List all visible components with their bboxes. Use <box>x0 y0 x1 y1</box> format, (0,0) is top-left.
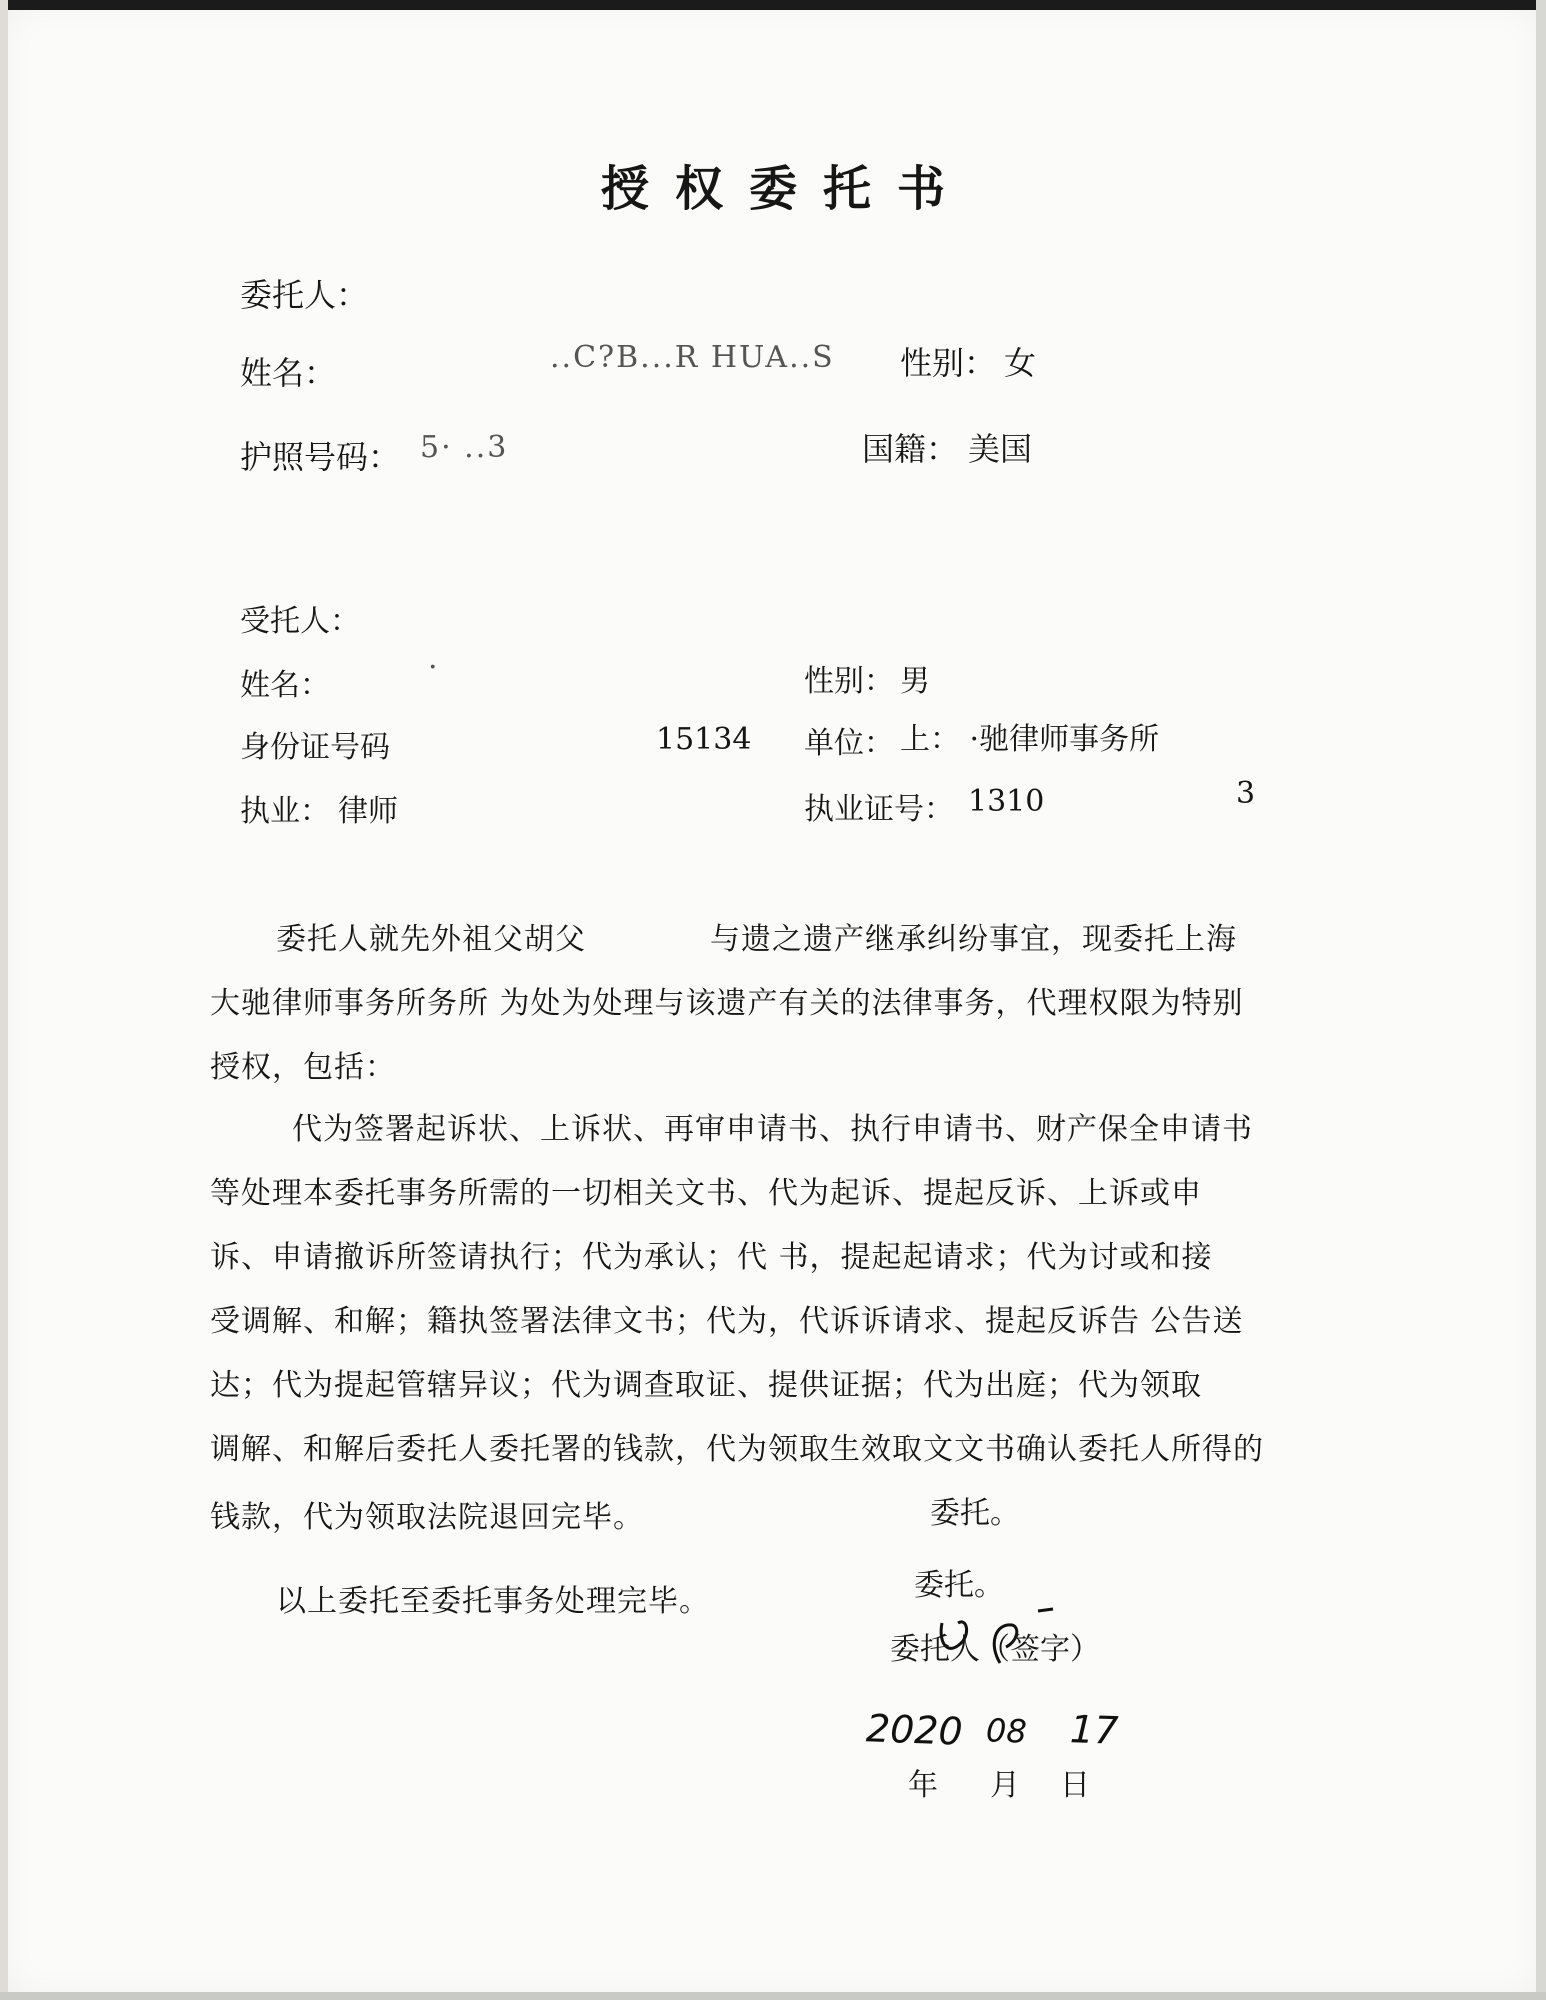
body-line-9: 调解、和解后委托人委托署的钱款，代为领取生效取文文书确认委托人所得的 <box>210 1432 1264 1467</box>
principal-name-label: 姓名： <box>240 354 337 392</box>
date-day-handwritten: 17 <box>1069 1707 1120 1753</box>
agent-name-label: 姓名： <box>240 668 330 703</box>
right-fragment-1: 委托。 <box>930 1496 1020 1531</box>
principal-passport-label: 护照号码： <box>240 438 401 476</box>
body-line-3: 授权，包括： <box>210 1050 396 1085</box>
body-line-6: 诉、申请撤诉所签请执行；代为承认；代 书，提起起请求；代为讨或和接 <box>210 1240 1213 1275</box>
body-line-4: 代为签署起诉状、上诉状、再审申请书、执行申请书、财产保全申请书 <box>292 1112 1253 1147</box>
principal-name-value: ..C?B...R HUA..S <box>550 340 835 375</box>
agent-license-label: 执业证号： <box>804 792 954 827</box>
principal-gender-value: 女 <box>1004 344 1037 382</box>
body-line-2: 大驰律师事务所务所 为处为处理与该遗产有关的法律事务，代理权限为特别 <box>210 986 1244 1021</box>
agent-practice-label: 执业： <box>240 794 330 829</box>
body-line-5: 等处理本委托事务所需的一切相关文书、代为起诉、提起反诉、上诉或申 <box>210 1176 1202 1211</box>
scan-edge-top <box>0 0 1546 10</box>
principal-nationality-label: 国籍： <box>862 430 959 468</box>
date-year-handwritten: 2020 <box>865 1706 964 1754</box>
scan-edge-right <box>1536 0 1546 2000</box>
document-title: 授权委托书 <box>600 161 971 217</box>
signature-label: 委托人（签字） <box>890 1632 1100 1667</box>
right-fragment-2: 委托。 <box>914 1568 1004 1603</box>
agent-license-value: 1310 <box>968 784 1045 819</box>
agent-practice-value: 律师 <box>338 794 398 829</box>
principal-nationality-value: 美国 <box>968 430 1033 468</box>
body-line-10: 钱款，代为领取法院退回完毕。 <box>210 1500 644 1535</box>
agent-unit-label: 单位： <box>804 726 894 761</box>
agent-id-label: 身份证号码 <box>240 730 390 765</box>
date-year-label: 年 <box>908 1768 938 1803</box>
principal-passport-value: 5· ..3 <box>420 430 509 465</box>
agent-gender-value: 男 <box>900 664 930 699</box>
date-month-handwritten: 08 <box>985 1711 1028 1751</box>
agent-gender-label: 性别： <box>804 664 894 699</box>
agent-id-value: 15134 <box>656 722 752 757</box>
scan-edge-bottom <box>0 1992 1546 2000</box>
agent-license-tail: 3 <box>1236 776 1256 811</box>
body-line-7: 受调解、和解；籍执签署法律文书；代为，代诉诉请求、提起反诉告 公告送 <box>210 1304 1244 1339</box>
agent-unit-value: 上： ·驰律师事务所 <box>900 722 1160 757</box>
body-line-8: 达；代为提起管辖异议；代为调查取证、提供证据；代为出庭；代为领取 <box>210 1368 1202 1403</box>
agent-heading: 受托人： <box>240 604 360 639</box>
body-line-1: 委托人就先外祖父胡父 与遗之遗产继承纠纷事宜，现委托上海 <box>276 922 1237 957</box>
principal-heading: 委托人： <box>240 276 369 314</box>
date-month-label: 月 <box>990 1768 1020 1803</box>
date-day-label: 日 <box>1060 1768 1090 1803</box>
scan-edge-left <box>0 0 8 2000</box>
principal-gender-label: 性别： <box>900 344 997 382</box>
agent-name-value: · <box>428 650 440 685</box>
closing-line: 以上委托至委托事务处理完毕。 <box>276 1584 710 1619</box>
